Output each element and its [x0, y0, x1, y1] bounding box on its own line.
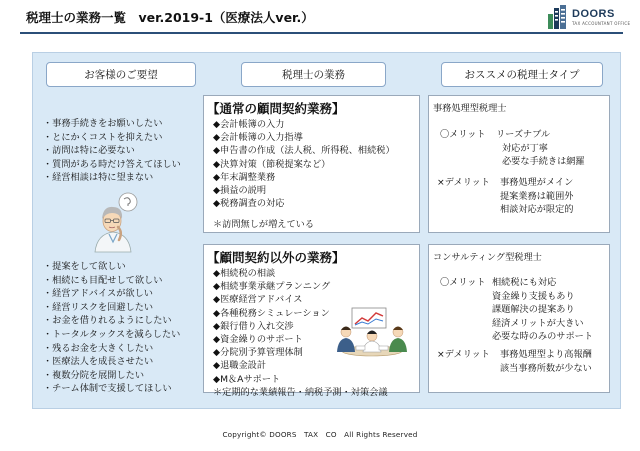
- list-item: ◆年末調整業務: [213, 171, 276, 183]
- list-item: ・質問がある時だけ答えてほしい: [43, 158, 181, 170]
- list-item: 事務処理型より高報酬: [500, 349, 592, 360]
- list-item: ・経営リスクを回避したい: [43, 301, 154, 313]
- list-item: ◆退職金設計: [213, 360, 267, 372]
- requests-list-advanced: [43, 260, 180, 396]
- list-item: ・お金を借りれるようにしたい: [43, 315, 172, 327]
- list-item: 相談対応が限定的: [500, 204, 574, 215]
- page-title: 税理士の業務一覧 ver.2019-1（医療法人ver.）: [26, 10, 314, 25]
- list-item: ・事務手続きをお願いしたい: [43, 118, 163, 129]
- list-item: ・経営アドバイスが欲しい: [43, 288, 153, 300]
- list-item: ・とにかくコストを抑えたい: [43, 131, 163, 143]
- copyright-footer: Copyright© DOORS TAX CO All Rights Reserved: [222, 430, 418, 439]
- list-item: ◆損益の説明: [213, 185, 267, 197]
- list-item: ◆申告書の作成（法人税、所得税、相続税）: [213, 145, 395, 157]
- logo-subtext: TAX ACCOUNTANT OFFICE: [572, 21, 631, 26]
- list-item: ・提案をして欲しい: [43, 261, 126, 272]
- list-item: ◆各種税務シミュレーション: [213, 307, 330, 319]
- list-item: 相続税にも対応: [492, 277, 557, 288]
- thinking-doctor-illustration: [83, 190, 143, 254]
- consulting-demerits: [437, 348, 607, 376]
- demerit-label: ×デメリット: [437, 349, 490, 360]
- list-item: 課題解決の提案あり: [492, 304, 575, 315]
- services-column-header: 税理士の業務: [241, 62, 386, 87]
- list-item: ・医療法人を成長させたい: [43, 356, 154, 368]
- list-item: ・複数分院を展開したい: [43, 369, 145, 381]
- doors-logo: [548, 5, 631, 31]
- list-item: 該当事務所数が少ない: [500, 362, 592, 374]
- consulting-type-title: コンサルティング型税理士: [433, 252, 542, 263]
- clerical-type-title: 事務処理型税理士: [433, 103, 507, 114]
- list-item: 必要な手続きは網羅: [502, 156, 585, 167]
- title-divider: [20, 32, 623, 34]
- list-item: ◆決算対策（節税提案など）: [213, 158, 331, 170]
- list-item: ◆M＆Aサポート: [213, 373, 281, 385]
- clerical-merits: [440, 128, 605, 170]
- requests-column-header: お客様のご要望: [46, 62, 196, 87]
- list-item: ◆税務調査の対応: [213, 198, 285, 210]
- extra-services-title: 【顧問契約以外の業務】: [207, 250, 345, 265]
- clerical-demerits: [437, 176, 607, 218]
- list-item: ・経営相談は特に望まない: [43, 172, 154, 184]
- list-item: ・残るお金を大きくしたい: [43, 342, 154, 354]
- requests-list-basic: [43, 117, 181, 185]
- regular-services-list: [213, 118, 395, 210]
- list-item: 事務処理がメイン: [500, 177, 574, 188]
- demerit-label: ×デメリット: [437, 177, 490, 188]
- list-item: ◆会計帳簿の入力指導: [213, 132, 303, 144]
- list-item: 経済メリットが大きい: [492, 317, 584, 329]
- list-item: ・チーム体制で支援してほしい: [43, 383, 172, 395]
- list-item: 必要な時のみのサポート: [492, 331, 594, 342]
- list-item: リーズナブル: [496, 129, 551, 140]
- regular-services-title: 【通常の顧問契約業務】: [207, 101, 345, 116]
- list-item: ＊定期的な業績報告・納税予測・対策会議: [213, 386, 388, 398]
- list-item: ◆医療経営アドバイス: [213, 294, 303, 306]
- consulting-merits: [440, 276, 605, 346]
- list-item: 資金繰り支援もあり: [492, 290, 575, 302]
- list-item: ◆相続事業承継プランニング: [213, 281, 331, 293]
- types-column-header: おススメの税理士タイプ: [441, 62, 603, 87]
- logo-wordmark: DOORS: [572, 8, 615, 20]
- building-logo-icon: [548, 5, 568, 29]
- list-item: ◆銀行借り入れ交渉: [213, 320, 294, 332]
- list-item: ◆分院別予算管理体制: [213, 347, 303, 359]
- visit-note: ＊訪問無しが増えている: [213, 219, 315, 230]
- list-item: ・訪問は特に必要ない: [43, 145, 135, 157]
- list-item: ◆資金繰りのサポート: [213, 334, 303, 346]
- list-item: 提案業務は範囲外: [500, 190, 574, 202]
- list-item: 対応が丁寧: [502, 142, 548, 154]
- list-item: ◆会計帳簿の入力: [213, 119, 285, 130]
- merit-label: 〇メリット: [440, 129, 486, 140]
- merit-label: 〇メリット: [440, 277, 486, 288]
- meeting-illustration: [332, 306, 412, 364]
- list-item: ・相続にも目配せして欲しい: [43, 274, 163, 286]
- list-item: ・トータルタックスを減らしたい: [43, 328, 181, 340]
- list-item: ◆相続税の相談: [213, 268, 276, 279]
